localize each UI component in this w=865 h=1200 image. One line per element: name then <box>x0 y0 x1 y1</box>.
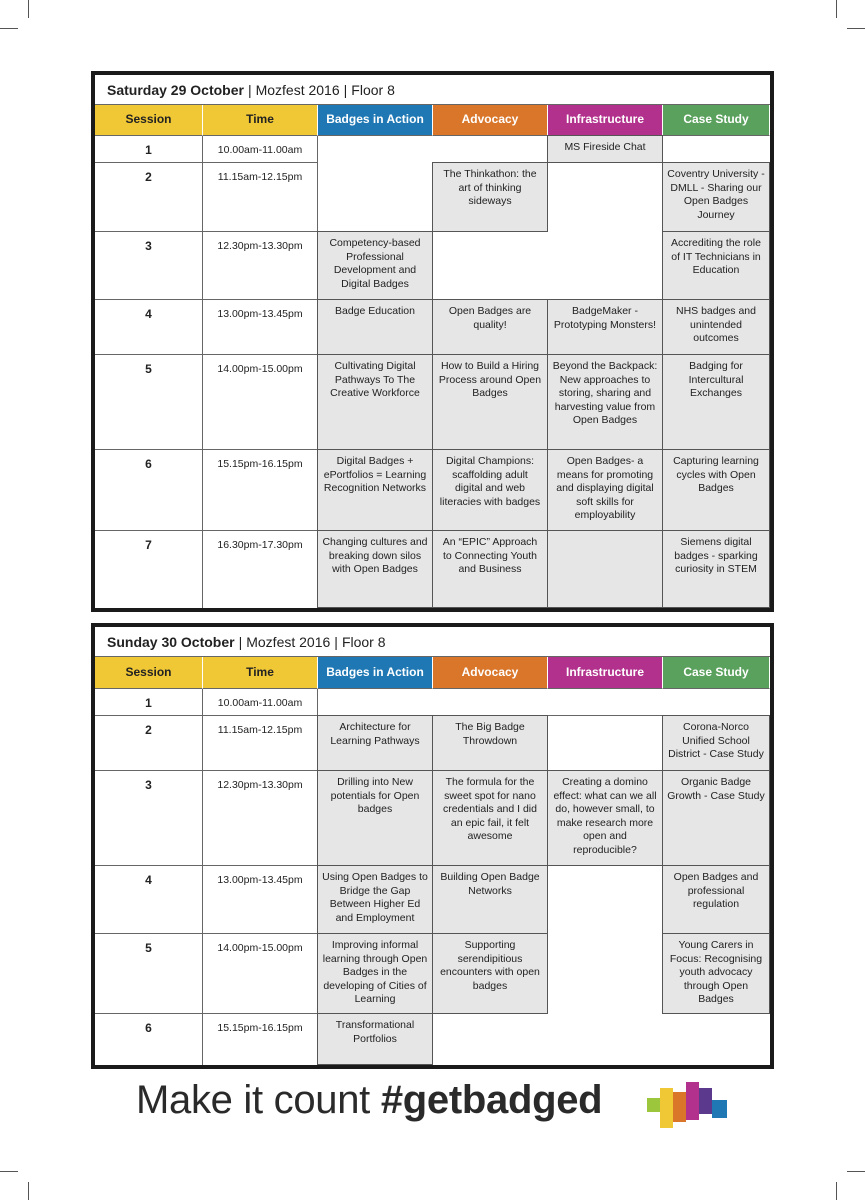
floor-label: Floor 8 <box>351 81 395 98</box>
session-time: 10.00am-11.00am <box>203 689 318 716</box>
crop-mark <box>847 1171 865 1172</box>
event-cell: The formula for the sweet spot for nano credentials and I did an epic fail, it felt awesome <box>432 770 548 866</box>
session-number: 7 <box>95 531 203 608</box>
session-number: 6 <box>95 450 203 531</box>
event-cell: Cultivating Digital Pathways To The Creative Workforce <box>317 354 433 450</box>
event-cell: Capturing learning cycles with Open Badges <box>662 449 770 531</box>
sunday-schedule <box>91 623 774 1069</box>
event-label: Mozfest 2016 <box>246 633 331 650</box>
session-number: 1 <box>95 136 203 163</box>
event-cell: Badge Education <box>317 299 433 355</box>
session-number: 5 <box>95 934 203 1014</box>
crop-mark <box>28 0 29 18</box>
separator: | <box>343 81 348 98</box>
day-label: Sunday 30 October <box>107 633 235 650</box>
schedule-title <box>95 627 770 657</box>
event-cell: Young Carers in Focus: Recognising youth advocacy through Open Badges <box>662 933 770 1014</box>
event-cell-empty <box>547 530 663 608</box>
session-number: 4 <box>95 866 203 934</box>
event-cell: Improving informal learning through Open Badges in the developing of Cities of Learning <box>317 933 433 1014</box>
event-cell: Using Open Badges to Bridge the Gap Between Higher Ed and Employment <box>317 865 433 934</box>
event-cell: Coventry University - DMLL - Sharing our Open Badges Journey <box>662 162 770 232</box>
badges-logo-icon <box>647 1082 727 1128</box>
session-number: 2 <box>95 716 203 771</box>
event-label: Mozfest 2016 <box>255 81 340 98</box>
separator: | <box>238 633 243 650</box>
header-session: Session <box>95 105 203 136</box>
separator: | <box>334 633 338 650</box>
header-badges-in-action: Badges in Action <box>318 657 433 689</box>
footer-hashtag: #getbadged <box>380 1078 603 1122</box>
header-advocacy: Advocacy <box>433 105 548 136</box>
event-cell: The Big Badge Throwdown <box>432 715 548 771</box>
footer-tagline <box>136 1078 602 1123</box>
header-time: Time <box>203 105 318 136</box>
crop-mark <box>847 28 865 29</box>
empty-slot <box>318 689 770 716</box>
event-cell: How to Build a Hiring Process around Open Badges <box>432 354 548 450</box>
event-cell: The Thinkathon: the art of thinking sideways <box>432 162 548 232</box>
event-cell: BadgeMaker - Prototyping Monsters! <box>547 299 663 355</box>
session-number: 5 <box>95 355 203 450</box>
floor-label: Floor 8 <box>341 633 386 650</box>
saturday-schedule <box>91 71 774 612</box>
session-number: 2 <box>95 163 203 232</box>
event-cell: Corona-Norco Unified School District - Case Study <box>662 715 770 771</box>
separator: | <box>247 81 252 98</box>
session-time: 13.00pm-13.45pm <box>203 300 318 355</box>
event-cell: Open Badges- a means for promoting and displaying digital soft skills for employability <box>547 449 663 531</box>
session-time: 11.15am-12.15pm <box>203 716 318 771</box>
crop-mark <box>0 28 18 29</box>
event-cell: Drilling into New potentials for Open badges <box>317 770 433 866</box>
event-cell: Badging for Intercultural Exchanges <box>662 354 770 450</box>
session-time: 10.00am-11.00am <box>203 136 318 163</box>
header-advocacy: Advocacy <box>433 657 548 689</box>
session-time: 16.30pm-17.30pm <box>203 531 318 608</box>
event-cell: Organic Badge Growth - Case Study <box>662 770 770 866</box>
session-number: 4 <box>95 300 203 355</box>
header-infrastructure: Infrastructure <box>548 657 663 689</box>
header-session: Session <box>95 657 203 689</box>
session-time: 12.30pm-13.30pm <box>203 232 318 300</box>
event-cell: Architecture for Learning Pathways <box>317 715 433 771</box>
session-number: 3 <box>95 232 203 300</box>
event-cell: Transformational Portfolios <box>317 1013 433 1065</box>
session-number: 6 <box>95 1014 203 1065</box>
footer-text: Make it count <box>136 1078 370 1122</box>
event-cell: Open Badges and professional regulation <box>662 865 770 934</box>
event-cell: NHS badges and unintended outcomes <box>662 299 770 355</box>
session-time: 13.00pm-13.45pm <box>203 866 318 934</box>
header-infrastructure: Infrastructure <box>548 105 663 136</box>
header-badges-in-action: Badges in Action <box>318 105 433 136</box>
crop-mark <box>836 1182 837 1200</box>
schedule-title <box>95 75 770 105</box>
session-number: 3 <box>95 771 203 866</box>
crop-mark <box>0 1171 18 1172</box>
header-case-study: Case Study <box>663 657 770 689</box>
session-time: 15.15pm-16.15pm <box>203 450 318 531</box>
session-time: 12.30pm-13.30pm <box>203 771 318 866</box>
session-time: 14.00pm-15.00pm <box>203 934 318 1014</box>
header-time: Time <box>203 657 318 689</box>
event-cell: Competency-based Professional Development and Digital Badges <box>317 231 433 300</box>
day-label: Saturday 29 October <box>107 81 244 98</box>
event-cell: Accrediting the role of IT Technicians in Education <box>662 231 770 300</box>
event-cell: Digital Champions: scaffolding adult digital and web literacies with badges <box>432 449 548 531</box>
event-cell: Supporting serendipitious encounters with open badges <box>432 933 548 1014</box>
event-cell: Open Badges are quality! <box>432 299 548 355</box>
event-cell: MS Fireside Chat <box>547 135 663 163</box>
session-time: 14.00pm-15.00pm <box>203 355 318 450</box>
session-time: 11.15am-12.15pm <box>203 163 318 232</box>
header-case-study: Case Study <box>663 105 770 136</box>
session-time: 15.15pm-16.15pm <box>203 1014 318 1065</box>
event-cell: An “EPIC” Approach to Connecting Youth and Business <box>432 530 548 608</box>
session-number: 1 <box>95 689 203 716</box>
event-cell: Siemens digital badges - sparking curiosity in STEM <box>662 530 770 608</box>
crop-mark <box>836 0 837 18</box>
event-cell: Building Open Badge Networks <box>432 865 548 934</box>
crop-mark <box>28 1182 29 1200</box>
event-cell: Beyond the Backpack: New approaches to storing, sharing and harvesting value from Open Badges <box>547 354 663 450</box>
event-cell: Changing cultures and breaking down silos with Open Badges <box>317 530 433 608</box>
event-cell: Creating a domino effect: what can we all do, however small, to make research more open and reproducible? <box>547 770 663 866</box>
event-cell: Digital Badges + ePortfolios = Learning Recognition Networks <box>317 449 433 531</box>
